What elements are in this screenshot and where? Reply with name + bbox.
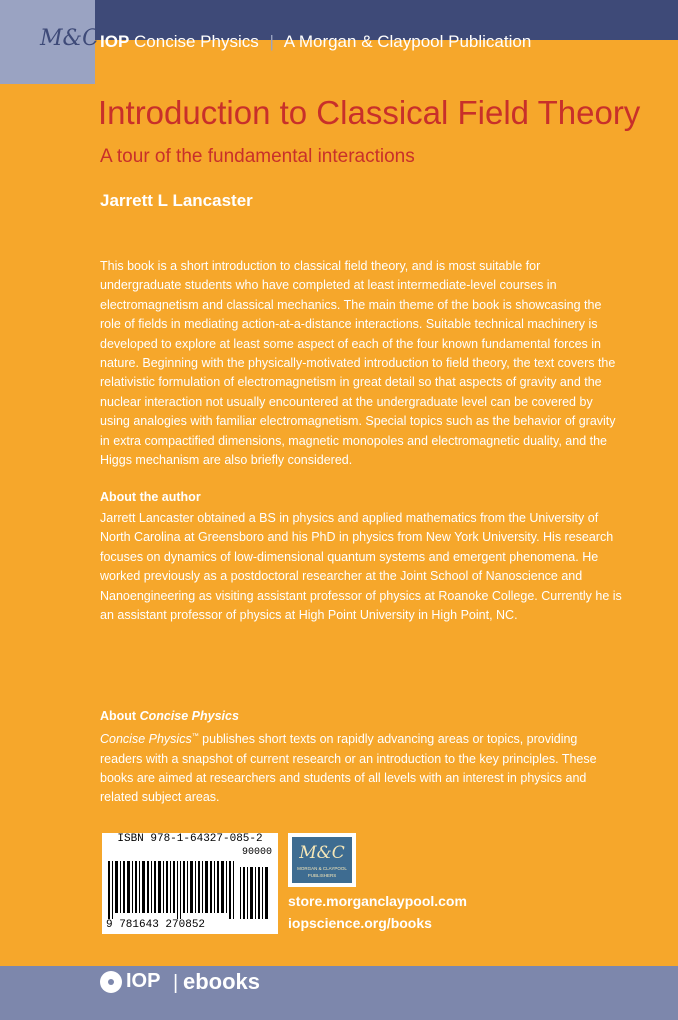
about-series-body: publishes short texts on rapidly advancing areas or topics, providing readers with a snapshot of current research or an introduction to the key principles. These books are aimed at researchers and students of all levels with an interest in physics and related subject areas. [100, 732, 597, 805]
footer-ebooks: ebooks [183, 969, 261, 994]
about-series-heading [100, 709, 239, 723]
logo-text: M&C [40, 26, 99, 51]
store-link[interactable]: store.morganclaypool.com [288, 893, 467, 909]
book-title: Introduction to Classical Field Theory [98, 94, 641, 131]
publisher-logo-name: MORGAN & CLAYPOOL [297, 866, 347, 871]
publisher-logo-subname: PUBLISHERS [307, 873, 337, 878]
barcode-bars [108, 861, 272, 919]
about-series-heading-series: Concise Physics [139, 709, 239, 723]
series-prefix: IOP [100, 32, 130, 51]
barcode-number: 9 781643 270852 [106, 919, 206, 931]
barcode-addon: 90000 [241, 847, 272, 858]
isbn-barcode [102, 833, 278, 934]
about-series-text [100, 727, 622, 808]
book-author: Jarrett L Lancaster [100, 191, 253, 210]
iopscience-link[interactable]: iopscience.org/books [288, 915, 432, 931]
series-name-italic: Concise Physics [100, 732, 192, 747]
about-series-heading-prefix: About [100, 709, 140, 723]
trademark-symbol: ™ [191, 733, 199, 740]
publisher-logo-panel [292, 837, 352, 883]
series-divider: | [269, 32, 274, 51]
isbn-label: ISBN 978-1-64327-085-2 [117, 833, 263, 845]
about-author-text: Jarrett Lancaster obtained a BS in physics and applied mathematics from the University of North Carolina at Greensboro and his PhD in physics from New York University. His research focuses on dynamics of low-dimensional quantum systems and emergent phenomena. He worked previously as a postdoctoral researcher at the Joint School of Nanoscience and Nanoengineering as visiting assistant professor of physics at Roanoke College. Currently he is an assistant professor of physics at High Point University in High Point, NC. [100, 511, 622, 623]
footer-divider: | [173, 972, 179, 994]
top-header [0, 0, 678, 84]
footer-iop: IOP [126, 970, 161, 992]
series-line [100, 32, 531, 52]
series-name: Concise Physics [134, 32, 259, 51]
publisher-logo-initials: M&C [299, 843, 345, 863]
book-subtitle: A tour of the fundamental interactions [100, 146, 415, 167]
book-description: This book is a short introduction to classical field theory, and is most suitable for undergraduate students who have completed at least intermediate-level courses in electromagnetism and classical mechanics. The main theme of the book is showcasing the role of fields in mediating action-at-a-distance interactions. Suitable technical machinery is developed to explore at least some aspect of each of the four known fundamental forces in nature. Beginning with the physically-motivated introduction to field theory, the text covers the relativistic formulation of electromagnetism in great detail so that aspects of gravity and the nuclear interaction not usually encountered at the undergraduate level can be covered by using analogies with familiar electromagnetism. Special topics such as the behavior of gravity in extra compactified dimensions, magnetic monopoles and electromagnetic duality, and the Higgs mechanism are also briefly considered. [100, 259, 616, 468]
iop-logo-icon [100, 971, 122, 993]
morgan-claypool-logo [0, 0, 99, 84]
publication-name: A Morgan & Claypool Publication [283, 32, 532, 51]
about-author-heading: About the author [100, 490, 201, 504]
iop-logo-dot [108, 979, 114, 985]
morgan-claypool-publishers-logo [288, 833, 356, 887]
